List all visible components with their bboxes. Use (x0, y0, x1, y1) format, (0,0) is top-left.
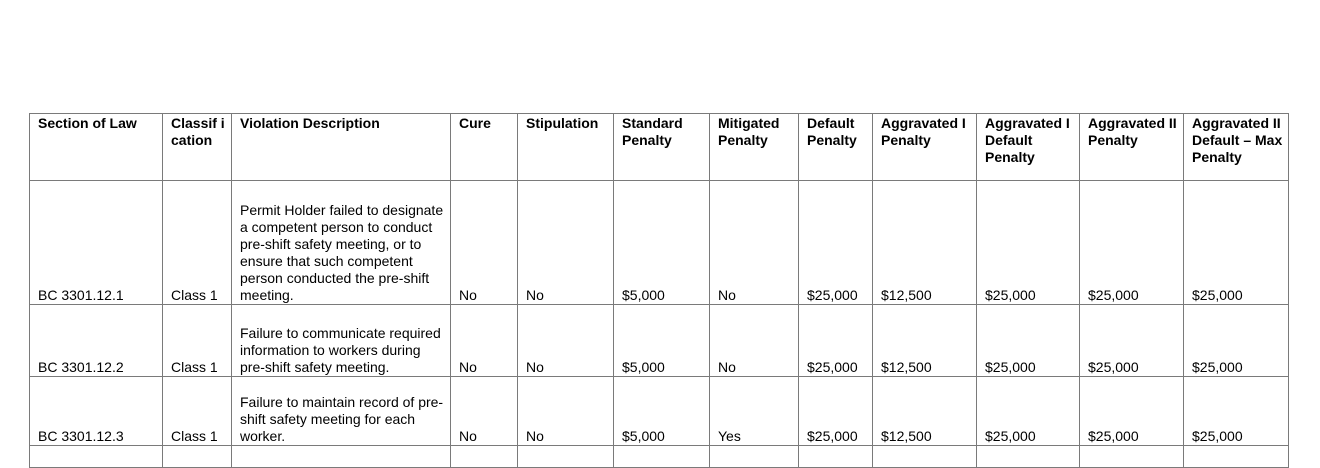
cell-aggravated-i-penalty: $12,500 (873, 377, 977, 446)
header-aggravated-i-penalty: Aggravated I Penalty (873, 114, 977, 181)
cell-empty (163, 446, 232, 468)
cell-mitigated-penalty: No (710, 305, 799, 377)
cell-cure: No (451, 305, 518, 377)
header-stipulation: Stipulation (518, 114, 614, 181)
cell-section: BC 3301.12.2 (30, 305, 163, 377)
cell-empty (1080, 446, 1184, 468)
cell-empty (30, 446, 163, 468)
cell-section: BC 3301.12.1 (30, 181, 163, 305)
header-section-of-law: Section of Law (30, 114, 163, 181)
cell-cure: No (451, 377, 518, 446)
header-aggravated-ii-penalty: Aggravated II Penalty (1080, 114, 1184, 181)
cell-empty (232, 446, 451, 468)
cell-empty (614, 446, 710, 468)
cell-stipulation: No (518, 181, 614, 305)
cell-mitigated-penalty: No (710, 181, 799, 305)
cell-aggravated-i-penalty: $12,500 (873, 305, 977, 377)
cell-aggravated-i-default-penalty: $25,000 (977, 181, 1080, 305)
header-standard-penalty: Standard Penalty (614, 114, 710, 181)
penalty-table (29, 113, 1289, 468)
header-aggravated-i-default-penalty: Aggravated I Default Penalty (977, 114, 1080, 181)
cell-default-penalty: $25,000 (799, 181, 873, 305)
cell-empty (799, 446, 873, 468)
cell-aggravated-ii-penalty: $25,000 (1080, 305, 1184, 377)
cell-classification: Class 1 (163, 377, 232, 446)
table-row (30, 377, 1289, 446)
cell-standard-penalty: $5,000 (614, 305, 710, 377)
header-classification: Classif ication (163, 114, 232, 181)
cell-stipulation: No (518, 305, 614, 377)
cell-empty (710, 446, 799, 468)
cell-classification: Class 1 (163, 181, 232, 305)
cell-empty (1184, 446, 1289, 468)
header-mitigated-penalty: Mitigated Penalty (710, 114, 799, 181)
penalty-schedule-document (29, 113, 1289, 468)
cell-aggravated-i-penalty: $12,500 (873, 181, 977, 305)
cell-standard-penalty: $5,000 (614, 181, 710, 305)
cell-aggravated-ii-default-max-penalty: $25,000 (1184, 305, 1289, 377)
cell-empty (977, 446, 1080, 468)
cell-description: Failure to maintain record of pre-shift safety meeting for each worker. (232, 377, 451, 446)
cell-default-penalty: $25,000 (799, 305, 873, 377)
cell-aggravated-ii-default-max-penalty: $25,000 (1184, 377, 1289, 446)
cell-description: Failure to communicate required information to workers during pre-shift safety meeting. (232, 305, 451, 377)
cell-standard-penalty: $5,000 (614, 377, 710, 446)
cell-aggravated-i-default-penalty: $25,000 (977, 377, 1080, 446)
cell-section: BC 3301.12.3 (30, 377, 163, 446)
cell-aggravated-i-default-penalty: $25,000 (977, 305, 1080, 377)
cell-description: Permit Holder failed to designate a competent person to conduct pre-shift safety meeting, or to ensure that such competent person conducted the pre-shift meeting. (232, 181, 451, 305)
cell-empty (518, 446, 614, 468)
header-aggravated-ii-default-max-penalty: Aggravated II Default – Max Penalty (1184, 114, 1289, 181)
cell-default-penalty: $25,000 (799, 377, 873, 446)
table-header-row (30, 114, 1289, 181)
table-row (30, 305, 1289, 377)
cell-classification: Class 1 (163, 305, 232, 377)
header-violation-description: Violation Description (232, 114, 451, 181)
cell-aggravated-ii-penalty: $25,000 (1080, 181, 1184, 305)
cell-empty (451, 446, 518, 468)
header-default-penalty: Default Penalty (799, 114, 873, 181)
cell-cure: No (451, 181, 518, 305)
cell-empty (873, 446, 977, 468)
cell-aggravated-ii-penalty: $25,000 (1080, 377, 1184, 446)
cell-aggravated-ii-default-max-penalty: $25,000 (1184, 181, 1289, 305)
header-cure: Cure (451, 114, 518, 181)
table-row (30, 181, 1289, 305)
table-row (30, 446, 1289, 468)
cell-mitigated-penalty: Yes (710, 377, 799, 446)
cell-stipulation: No (518, 377, 614, 446)
